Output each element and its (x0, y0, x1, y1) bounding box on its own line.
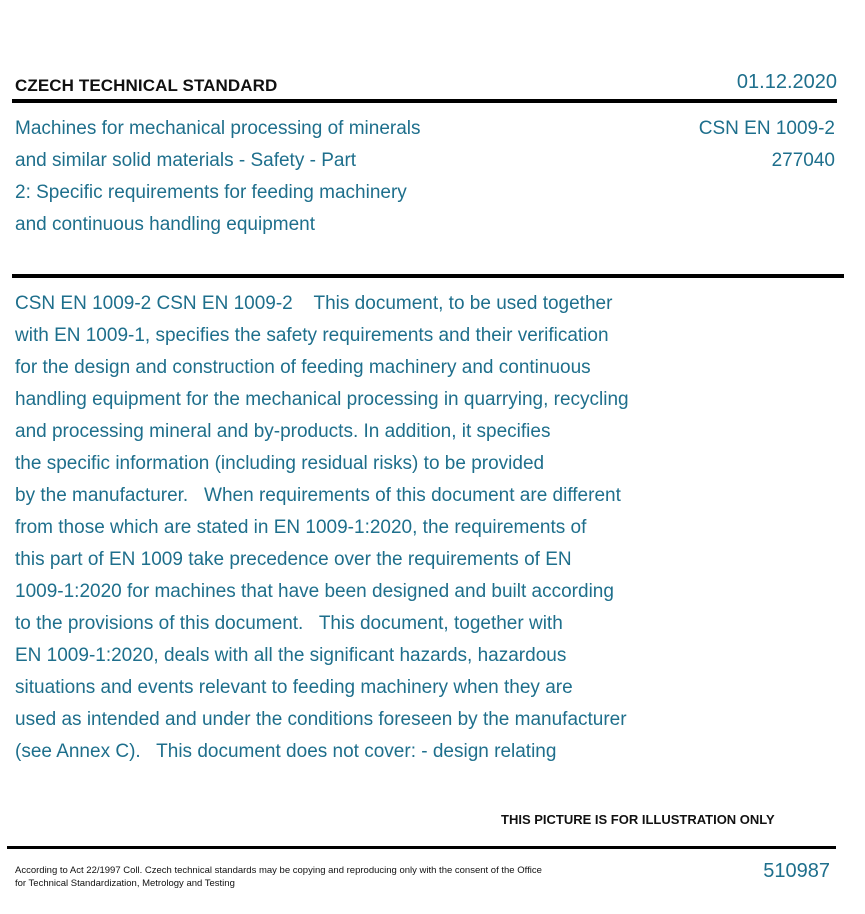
legal-notice (15, 864, 615, 890)
abstract-text (15, 288, 725, 768)
standard-type-heading: CZECH TECHNICAL STANDARD (15, 76, 278, 95)
abstract-line: and processing mineral and by-products. In addition, it specifies (15, 421, 551, 442)
publication-date: 01.12.2020 (736, 71, 837, 93)
abstract-line: for the design and construction of feeding machinery and continuous (15, 357, 591, 378)
abstract-line: situations and events relevant to feeding machinery when they are (15, 677, 573, 698)
legal-notice-line: for Technical Standardization, Metrology and Testing (15, 878, 235, 889)
abstract-line: EN 1009-1:2020, deals with all the significant hazards, hazardous (15, 645, 567, 666)
abstract-line: handling equipment for the mechanical processing in quarrying, recycling (15, 389, 629, 410)
document-title-line: Machines for mechanical processing of minerals (15, 118, 421, 139)
footer-divider (7, 846, 836, 849)
title-divider (12, 274, 844, 278)
abstract-line: with EN 1009-1, specifies the safety requirements and their verification (15, 325, 609, 346)
document-title-line: 2: Specific requirements for feeding machinery (15, 182, 407, 203)
product-code: 510987 (763, 860, 830, 882)
document-title-line: and continuous handling equipment (15, 214, 316, 235)
abstract-line: from those which are stated in EN 1009-1:2020, the requirements of (15, 517, 587, 538)
document-title (15, 113, 495, 241)
standard-identifiers (699, 113, 835, 177)
illustration-disclaimer: THIS PICTURE IS FOR ILLUSTRATION ONLY (501, 812, 775, 827)
legal-notice-line: According to Act 22/1997 Coll. Czech technical standards may be copying and reproducing only with the consent of the Office (15, 865, 542, 876)
abstract-line: the specific information (including residual risks) to be provided (15, 453, 545, 474)
abstract-line: CSN EN 1009-2 CSN EN 1009-2 This document, to be used together (15, 293, 613, 314)
header-divider (12, 99, 837, 103)
abstract-line: used as intended and under the conditions foreseen by the manufacturer (15, 709, 627, 730)
abstract-line: this part of EN 1009 take precedence over the requirements of EN (15, 549, 572, 570)
abstract-line: by the manufacturer. When requirements of this document are different (15, 485, 621, 506)
catalog-number: 277040 (771, 150, 835, 171)
abstract-line: 1009-1:2020 for machines that have been designed and built according (15, 581, 614, 602)
document-title-line: and similar solid materials - Safety - Part (15, 150, 357, 171)
abstract-line: to the provisions of this document. This document, together with (15, 613, 563, 634)
abstract-line: (see Annex C). This document does not cover: - design relating (15, 741, 557, 762)
standard-number: CSN EN 1009-2 (698, 118, 835, 139)
